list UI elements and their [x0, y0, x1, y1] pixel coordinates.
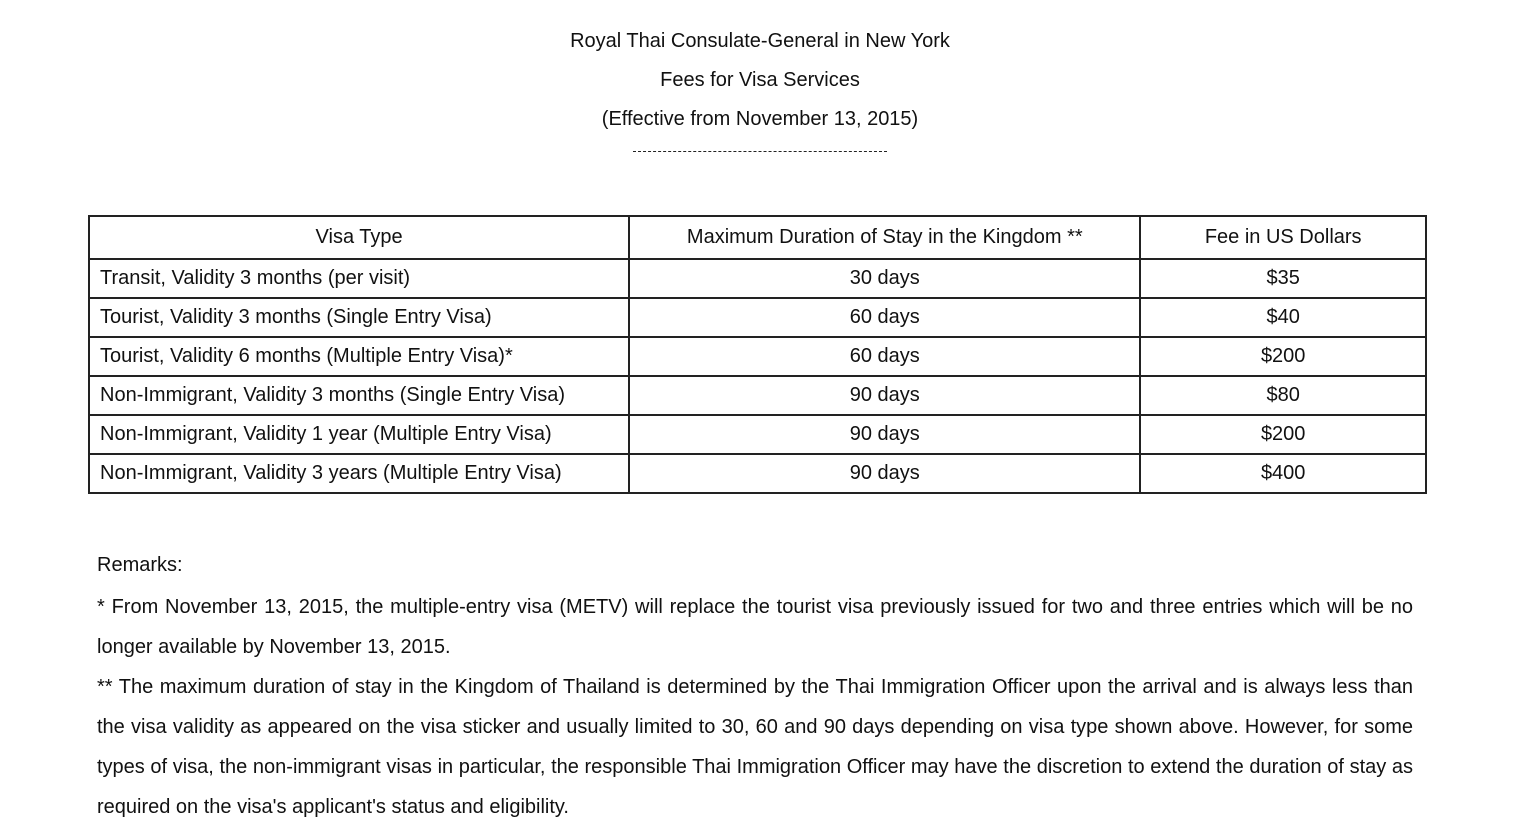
document-header [0, 22, 1520, 152]
fee-cell: $35 [1140, 259, 1426, 298]
table-row [89, 337, 1426, 376]
visa-type-cell: Non-Immigrant, Validity 3 years (Multiple Entry Visa) [89, 454, 629, 493]
table-row [89, 376, 1426, 415]
header-max-duration: Maximum Duration of Stay in the Kingdom ** [629, 216, 1140, 259]
visa-type-cell: Tourist, Validity 3 months (Single Entry Visa) [89, 298, 629, 337]
fee-cell: $200 [1140, 415, 1426, 454]
duration-cell: 30 days [629, 259, 1140, 298]
duration-cell: 60 days [629, 298, 1140, 337]
visa-fees-table [88, 215, 1427, 494]
fee-cell: $200 [1140, 337, 1426, 376]
table-row [89, 454, 1426, 493]
duration-cell: 90 days [629, 376, 1140, 415]
consulate-name: Royal Thai Consulate-General in New York [570, 30, 950, 52]
remarks-title: Remarks: [97, 554, 183, 576]
table-header-row [89, 216, 1426, 259]
visa-type-cell: Transit, Validity 3 months (per visit) [89, 259, 629, 298]
table-row [89, 259, 1426, 298]
fee-cell: $80 [1140, 376, 1426, 415]
remark-note-duration: ** The maximum duration of stay in the Kingdom of Thailand is determined by the Thai Immigration Officer upon the arrival and is always less than the visa validity as appeared on the visa sticker and usually limited to 30, 60 and 90 days depending on visa type shown above. However, for some types of visa, the non-immigrant visas in particular, the responsible Thai Immigration Officer may have the discretion to extend the duration of stay as required on the visa's applicant's status and eligibility. [97, 676, 1413, 818]
duration-cell: 90 days [629, 454, 1140, 493]
duration-cell: 90 days [629, 415, 1140, 454]
visa-type-cell: Non-Immigrant, Validity 1 year (Multiple Entry Visa) [89, 415, 629, 454]
header-divider [633, 151, 887, 152]
visa-type-cell: Non-Immigrant, Validity 3 months (Single Entry Visa) [89, 376, 629, 415]
effective-date: (Effective from November 13, 2015) [601, 108, 919, 130]
table-row [89, 298, 1426, 337]
remarks-section [97, 545, 1413, 827]
document-title: Fees for Visa Services [660, 69, 860, 91]
header-fee: Fee in US Dollars [1140, 216, 1426, 259]
header-visa-type: Visa Type [89, 216, 629, 259]
fee-cell: $400 [1140, 454, 1426, 493]
fee-cell: $40 [1140, 298, 1426, 337]
visa-type-cell: Tourist, Validity 6 months (Multiple Entry Visa)* [89, 337, 629, 376]
duration-cell: 60 days [629, 337, 1140, 376]
table-row [89, 415, 1426, 454]
remark-note-metv: * From November 13, 2015, the multiple-entry visa (METV) will replace the tourist visa previously issued for two and three entries which will be no longer available by November 13, 2015. [97, 596, 1413, 658]
